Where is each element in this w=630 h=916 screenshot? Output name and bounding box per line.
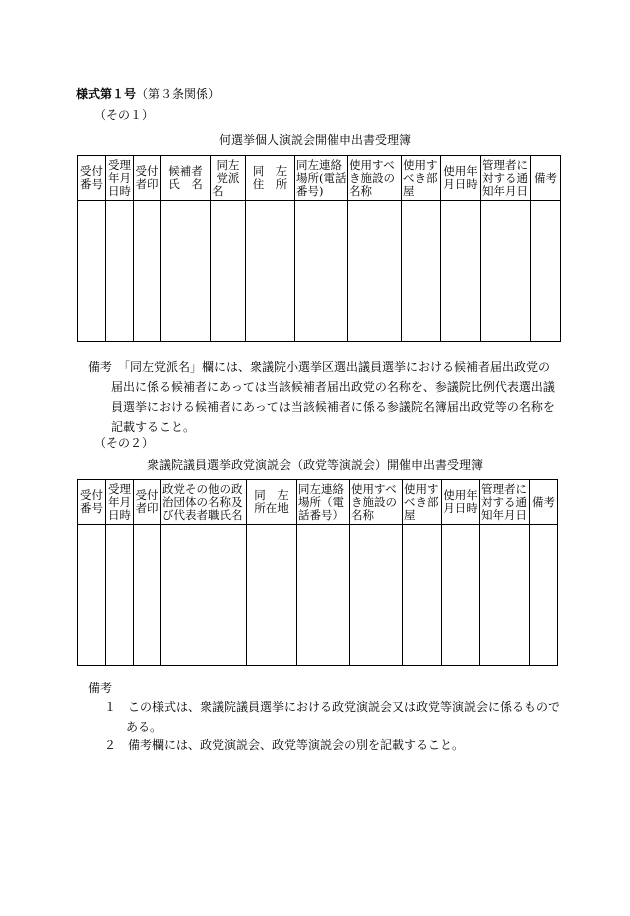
table-cell[interactable] — [78, 525, 106, 666]
col-manager-notice-date: 管理者に 対する通 知年月日 — [481, 156, 531, 201]
table-cell[interactable] — [297, 525, 350, 666]
remarks-line: 記載すること。 — [111, 420, 196, 434]
table-header-row — [78, 480, 558, 525]
table-cell[interactable] — [161, 525, 247, 666]
col-organization: 政党その他の政 治団体の名称及 び代表者職氏名 — [161, 480, 247, 525]
part1-label: （その１） — [94, 108, 155, 122]
col-use-datetime: 使用年 月日時 — [441, 156, 481, 201]
col-room: 使用す べき部 屋 — [403, 480, 442, 525]
remarks-line: 届出に係る候補者にあっては当該候補者届出政党の名称を、参議院比例代表選出議 — [111, 380, 555, 394]
table-cell[interactable] — [442, 525, 480, 666]
note-text: 備考欄には、政党演説会、政党等演説会の別を記載すること。 — [128, 738, 465, 752]
table-cell[interactable] — [211, 201, 246, 342]
note-number: ２ — [104, 738, 117, 752]
table-cell[interactable] — [480, 525, 530, 666]
col-use-datetime: 使用年 月日時 — [442, 480, 480, 525]
col-contact: 同左連絡 場所(電話 番号) — [295, 156, 348, 201]
col-remarks: 備考 — [530, 480, 558, 525]
table-cell[interactable] — [403, 525, 442, 666]
note-text: この様式は、衆議院議員選挙における政党演説会又は政党等演説会に係るもので — [128, 700, 561, 714]
col-receiver-seal: 受付 者印 — [134, 480, 161, 525]
table-cell[interactable] — [78, 201, 106, 342]
form-article-ref: （第３条関係） — [136, 87, 221, 101]
col-remarks: 備考 — [531, 156, 561, 201]
col-contact: 同左連絡 場所（電 話番号） — [297, 480, 350, 525]
table-cell[interactable] — [348, 201, 402, 342]
remarks-line: 備考 「同左党派名」欄には、衆議院小選挙区選出議員選挙における候補者届出政党の — [88, 360, 551, 374]
form-number: 様式第１号 — [76, 87, 137, 101]
table-header-row — [78, 156, 561, 201]
table-body-row — [78, 201, 561, 342]
note-number: １ — [104, 700, 117, 714]
table-body-row — [78, 525, 558, 666]
register-table-part1 — [77, 155, 561, 342]
part2-title: 衆議院議員選挙政党演説会（政党等演説会）開催申出書受理簿 — [147, 458, 484, 472]
col-address: 同 左 住 所 — [246, 156, 295, 201]
part1-title: 何選挙個人演説会開催申出書受理簿 — [219, 133, 412, 147]
table-cell[interactable] — [246, 201, 295, 342]
col-receipt-number: 受付 番号 — [78, 480, 106, 525]
register-table-part2 — [77, 479, 558, 666]
col-location: 同 左 所在地 — [247, 480, 297, 525]
table-cell[interactable] — [531, 201, 561, 342]
col-receipt-number: 受付 番号 — [78, 156, 106, 201]
table-cell[interactable] — [134, 525, 161, 666]
col-receipt-datetime: 受理 年月 日時 — [106, 156, 134, 201]
col-facility-name: 使用すべ き施設の 名称 — [348, 156, 402, 201]
form-number-title — [76, 85, 220, 102]
table-cell[interactable] — [481, 201, 531, 342]
note-text-cont: ある。 — [126, 720, 163, 734]
table-cell[interactable] — [134, 201, 161, 342]
col-facility-name: 使用すべ き施設の 名称 — [350, 480, 403, 525]
table-cell[interactable] — [106, 525, 134, 666]
table-cell[interactable] — [350, 525, 403, 666]
table-cell[interactable] — [295, 201, 348, 342]
part2-remarks-heading: 備考 — [88, 681, 113, 695]
part2-label: （その２） — [94, 436, 155, 450]
table-cell[interactable] — [530, 525, 558, 666]
col-candidate-name: 候補者 氏 名 — [161, 156, 211, 201]
table-cell[interactable] — [402, 201, 441, 342]
table-cell[interactable] — [106, 201, 134, 342]
remarks-line: 員選挙における候補者にあっては当該候補者に係る参議院名簿届出政党等の名称を — [111, 400, 555, 414]
note-item-1 — [104, 697, 560, 737]
table-cell[interactable] — [441, 201, 481, 342]
note-item-2 — [104, 735, 464, 755]
col-room: 使用す べき部 屋 — [402, 156, 441, 201]
col-manager-notice-date: 管理者に 対する通 知年月日 — [480, 480, 530, 525]
part1-remarks — [88, 357, 555, 437]
col-receipt-datetime: 受理 年月 日時 — [106, 480, 134, 525]
col-receiver-seal: 受付 者印 — [134, 156, 161, 201]
table-cell[interactable] — [161, 201, 211, 342]
col-party-name: 同左 党派 名 — [211, 156, 246, 201]
table-cell[interactable] — [247, 525, 297, 666]
